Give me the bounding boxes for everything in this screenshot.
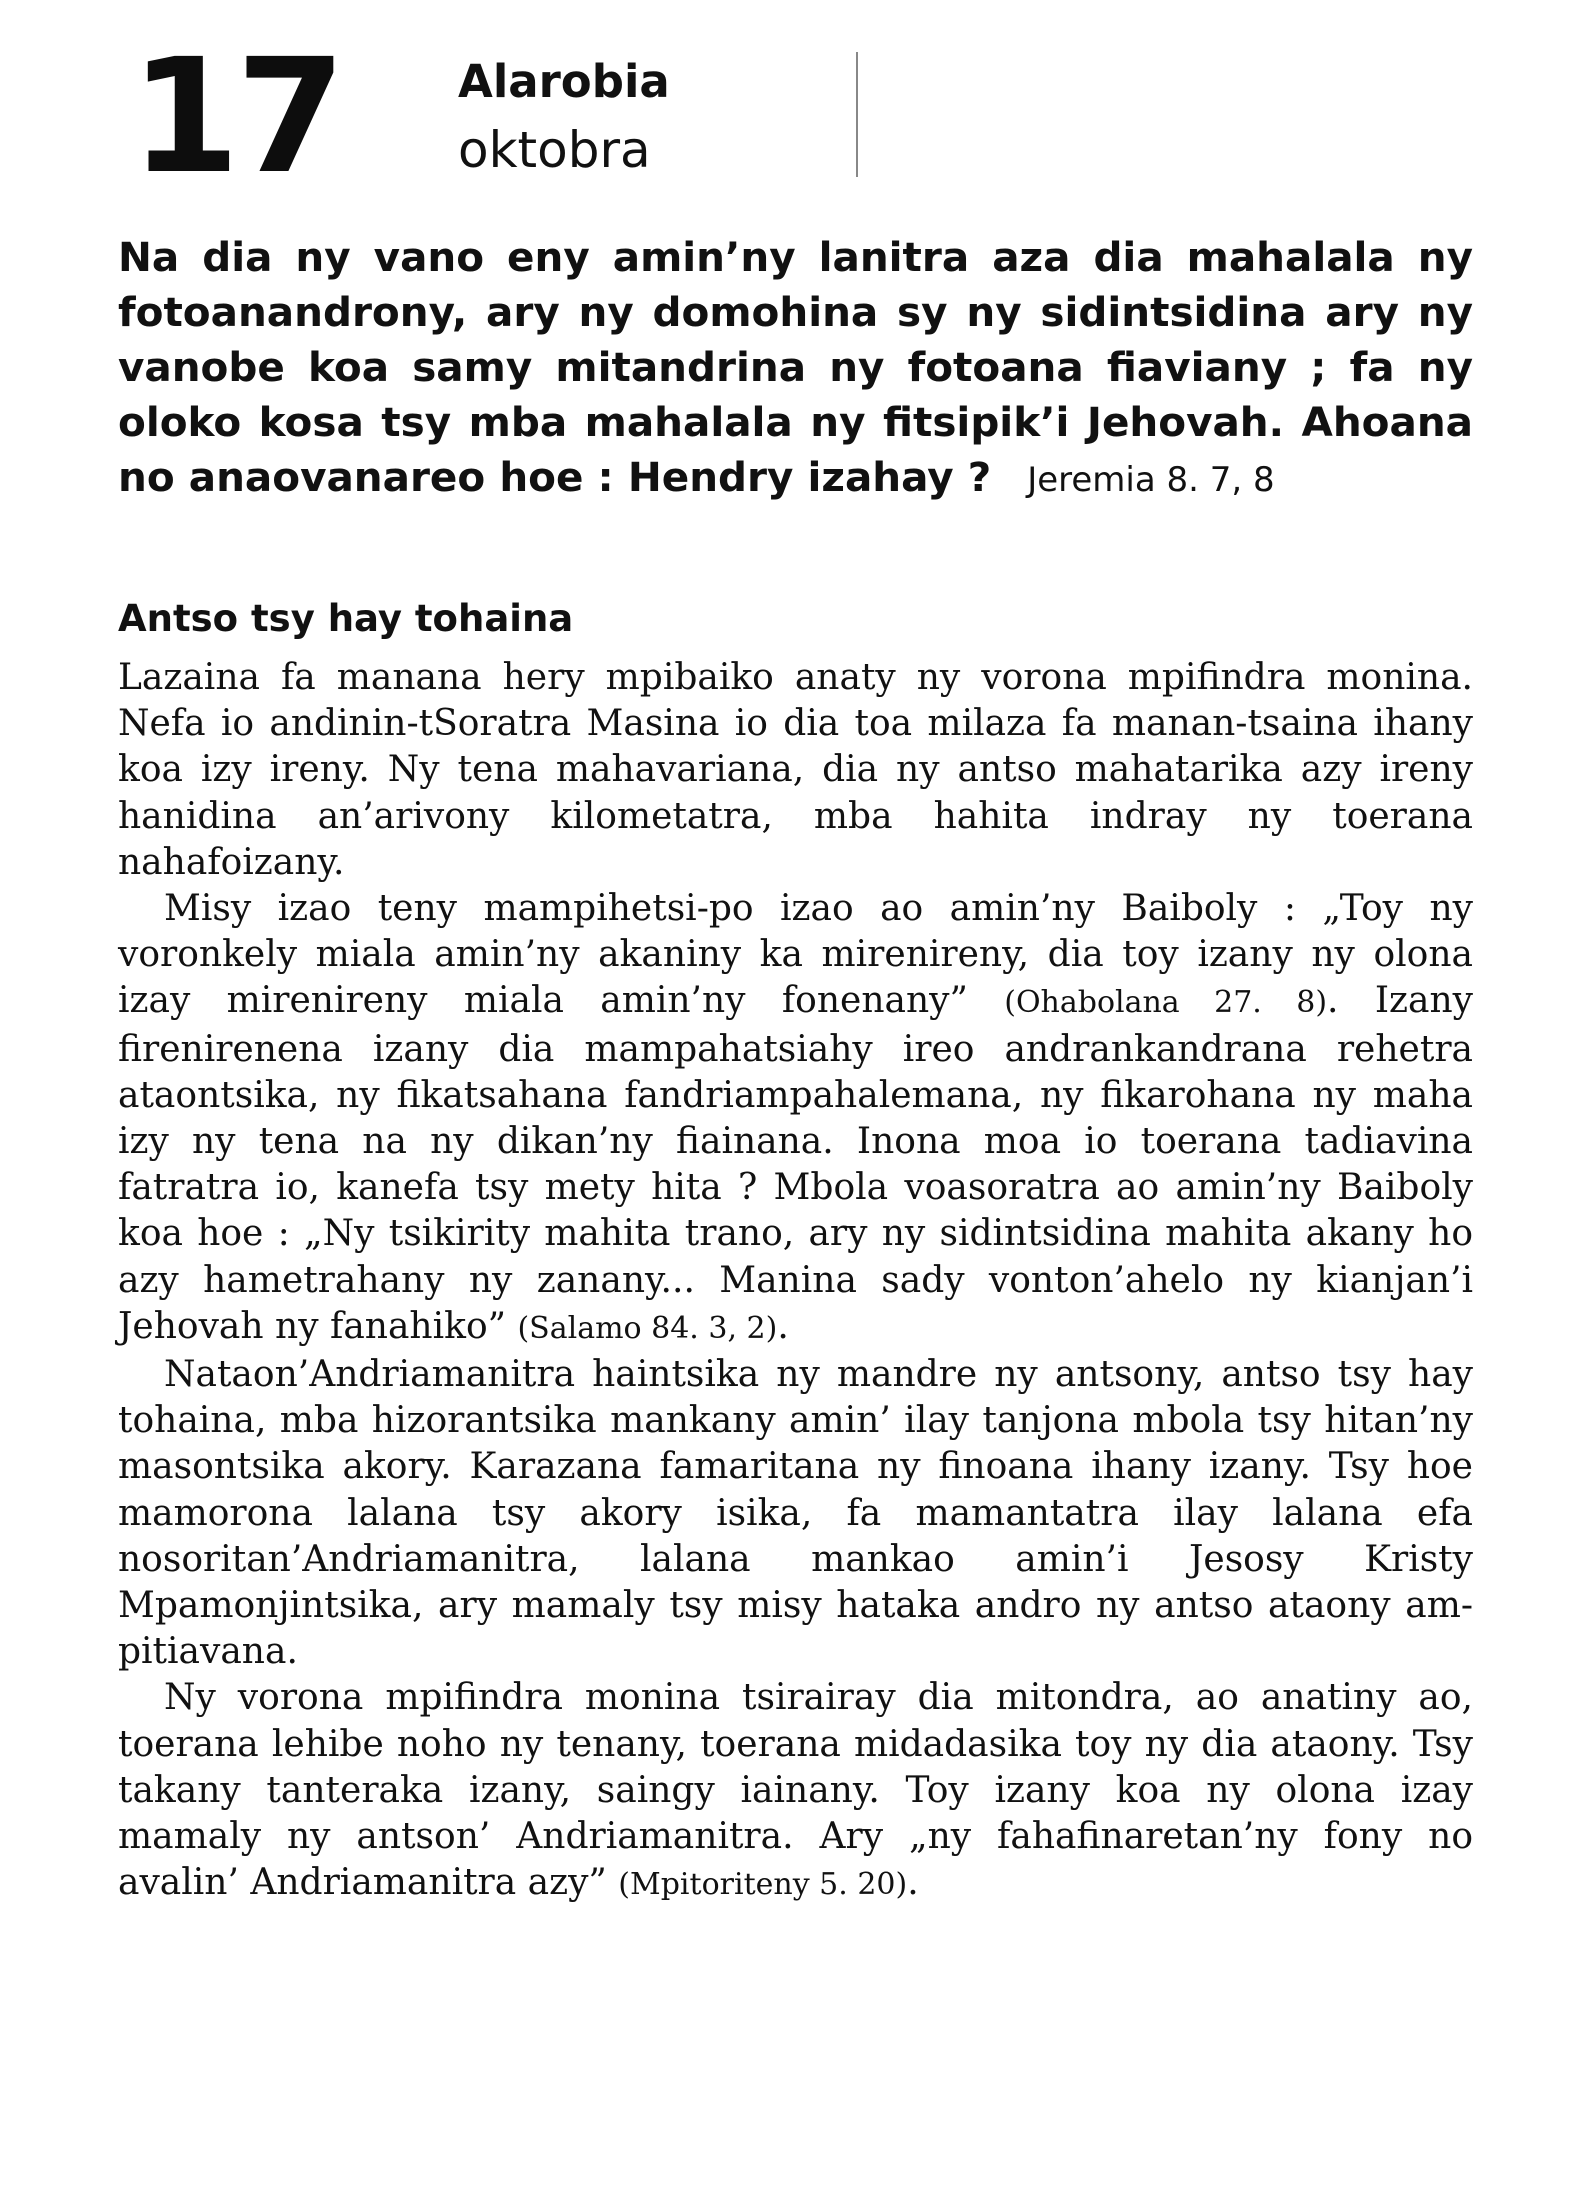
- body-text: [118, 655, 1473, 1908]
- theme-text: Na dia ny vano eny amin’ny lanitra aza dia mahalala ny fotoanandrony, ary ny domohina sy ny sidintsidina ary ny vanobe koa samy mitandrina ny fotoana fiaviany ; fa ny oloko kosa tsy mba mahalala ny fitsipik’i Jehovah. Ahoana no anaovanareo hoe : Hendry izahay ?: [118, 233, 1473, 501]
- paragraph-text: Misy izao teny mampihetsi-po izao ao amin’ny Baiboly : „Toy ny voronkely miala amin’ny akaniny ka mirenireny, dia toy izany ny olona izay mirenireny miala amin’ny fonenany”: [118, 888, 1473, 1022]
- scripture-citation: (Mpitoriteny 5. 20): [618, 1867, 908, 1903]
- paragraph: [118, 1675, 1473, 1908]
- paragraph-text: Lazaina fa manana hery mpibaiko anaty ny vorona mpifindra monina. Nefa io andinin-tSoratra Masina io dia toa milaza fa manan-tsaina ihany koa izy ireny. Ny tena mahavariana, dia ny antso mahatarika azy ireny hanidina an’arivony kilometatra, mba hahita indray ny toerana nahafoizany.: [118, 657, 1473, 883]
- theme-reference: Jeremia 8. 7, 8: [1027, 460, 1275, 500]
- paragraph-text: Ny vorona mpifindra monina tsirairay dia mitondra, ao anatiny ao, toerana lehibe noho ny tenany, toerana midadasika toy ny dia ataony. Tsy takany tanteraka izany, saingy iainany. Toy izany koa ny olona izay mamaly ny antson’ Andriamanitra. Ary „ny fahafinaretan’ny fony no avalin’ Andriamanitra azy”: [118, 1677, 1473, 1904]
- scripture-citation: (Salamo 84. 3, 2): [517, 1310, 778, 1346]
- paragraph-text: .: [777, 1305, 789, 1347]
- scripture-citation: (Ohabolana 27. 8): [1004, 985, 1328, 1021]
- paragraph-text: .: [907, 1862, 919, 1904]
- header-divider: [856, 52, 858, 177]
- section-heading: Antso tsy hay tohaina: [118, 597, 574, 640]
- paragraph: [118, 1352, 1473, 1675]
- date-header: [130, 25, 870, 209]
- paragraph: [118, 886, 1473, 1352]
- paragraph-text: . Izany firenirenena izany dia mampahatsiahy ireo andrankandrana rehetra ataontsika, ny fikatsahana fandriampahalemana, ny fikarohana ny maha izy ny tena na ny dikan’ny fiainana. Inona moa io toerana tadiavina fatratra io, kanefa tsy mety hita ? Mbola voasoratra ao amin’ny Baiboly koa hoe : „Ny tsikirity mahita trano, ary ny sidintsidina mahita akany ho azy hametrahany ny zanany... Manina sady vonton’ahelo ny kianjan’i Jehovah ny fanahiko”: [118, 980, 1473, 1347]
- month-label: oktobra: [458, 121, 651, 179]
- paragraph-text: Nataon’Andriamanitra haintsika ny mandre ny antsony, antso tsy hay tohaina, mba hizorantsika mankany amin’ ilay tanjona mbola tsy hitan’ny masontsika akory. Karazana famaritana ny finoana ihany izany. Tsy hoe mamorona lalana tsy akory isika, fa mamantatra ilay lalana efa nosoritan’Andriamanitra, lalana mankao amin’i Jesosy Kristy Mpamonjintsika, ary mamaly tsy misy hataka andro ny antso ataony am-pitiavana.: [118, 1354, 1473, 1673]
- paragraph: [118, 655, 1473, 886]
- weekday-label: Alarobia: [458, 55, 670, 108]
- day-number: 17: [130, 25, 342, 209]
- theme-verse: [118, 230, 1473, 508]
